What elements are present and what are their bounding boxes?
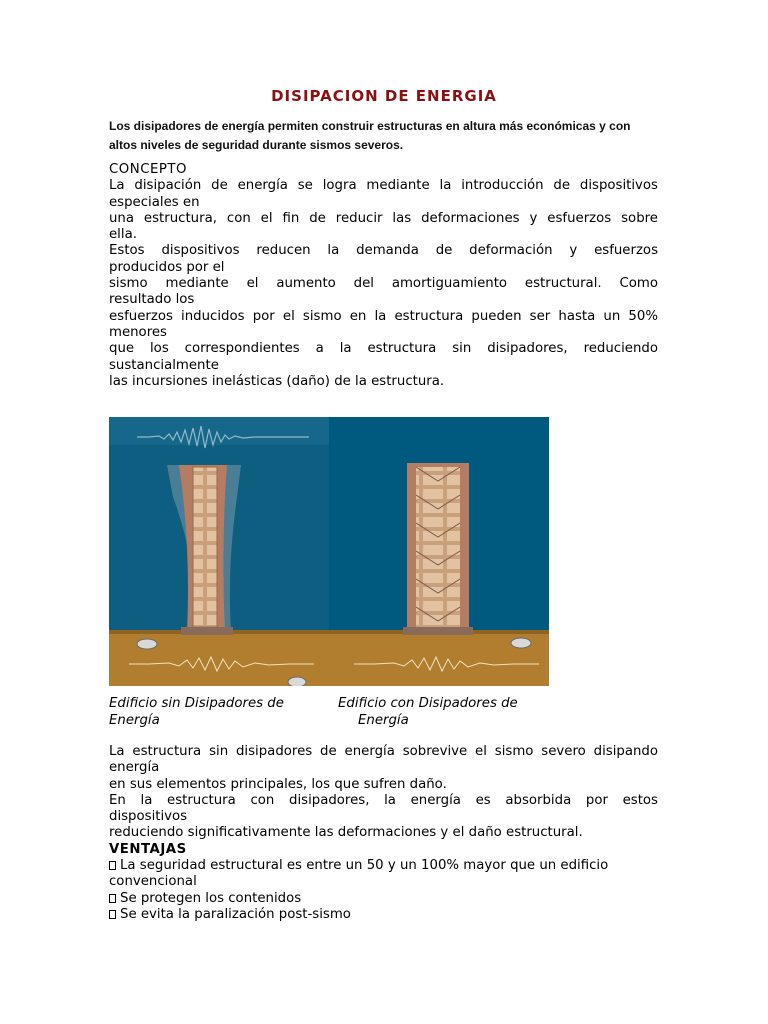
concept-line: producidos por el: [109, 259, 225, 275]
bullet-icon: [109, 910, 116, 919]
advantage-item: [109, 907, 658, 923]
intro-line: altos niveles de seguridad durante sismos severos.: [109, 138, 404, 152]
intro-line: Los disipadores de energía permiten construir estructuras en altura más económicas y con: [109, 119, 631, 133]
concept-line: las incursiones inelásticas (daño) de la estructura.: [109, 373, 445, 389]
concept-line: que los correspondientes a la estructura sin disipadores, reduciendo: [109, 341, 658, 357]
bullet-icon: [109, 894, 116, 903]
concept-line: esfuerzos inducidos por el sismo en la estructura pueden ser hasta un 50%: [109, 308, 658, 324]
concept-line: Estos dispositivos reducen la demanda de deformación y esfuerzos: [109, 243, 658, 259]
conclusion-section: [109, 744, 658, 923]
caption-line: Edificio con Disipadores de: [338, 696, 518, 711]
building-with-dissipators: [407, 463, 469, 632]
concept-section: [109, 162, 658, 390]
concept-line: menores: [109, 324, 167, 340]
page-title: DISIPACION DE ENERGIA: [271, 87, 497, 105]
body-line: En la estructura con disipadores, la energía es absorbida por estos: [109, 792, 658, 808]
body-line: dispositivos: [109, 809, 188, 825]
caption-line: Edificio sin Disipadores de: [109, 696, 284, 711]
bullet-icon: [109, 861, 116, 870]
concept-heading: CONCEPTO: [109, 162, 187, 177]
building-comparison-figure: [109, 417, 549, 686]
concept-line: ella.: [109, 227, 137, 243]
concept-line: especiales en: [109, 194, 200, 210]
ground: [109, 632, 549, 686]
advantage-item: [109, 858, 658, 874]
building-illustration: [109, 417, 549, 686]
concept-line: resultado los: [109, 292, 195, 308]
ventajas-heading: VENTAJAS: [109, 841, 187, 857]
intro-paragraph: [109, 117, 669, 155]
body-line: energía: [109, 760, 160, 776]
advantage-text: Se protegen los contenidos: [120, 890, 302, 906]
concept-line: La disipación de energía se logra mediante la introducción de dispositivos: [109, 178, 658, 194]
body-line: La estructura sin disipadores de energía sobrevive el sismo severo disipando: [109, 744, 658, 759]
advantage-item: [109, 891, 658, 907]
caption-line: Energía: [358, 712, 409, 728]
concept-line: sustancialmente: [109, 357, 219, 373]
advantage-continuation: convencional: [109, 874, 197, 890]
advantage-text: La seguridad estructural es entre un 50 y un 100% mayor que un edificio: [120, 858, 609, 874]
caption-without-dissipators: [109, 696, 329, 729]
concept-line: sismo mediante el aumento del amortiguamiento estructural. Como: [109, 276, 658, 292]
body-line: reduciendo significativamente las deformaciones y el daño estructural.: [109, 825, 583, 841]
concept-line: una estructura, con el fin de reducir las deformaciones y esfuerzos sobre: [109, 210, 658, 226]
caption-with-dissipators: [338, 696, 568, 729]
advantage-text: Se evita la paralización post-sismo: [120, 906, 351, 922]
caption-line: Energía: [109, 712, 160, 728]
body-line: en sus elementos principales, los que sufren daño.: [109, 776, 447, 792]
